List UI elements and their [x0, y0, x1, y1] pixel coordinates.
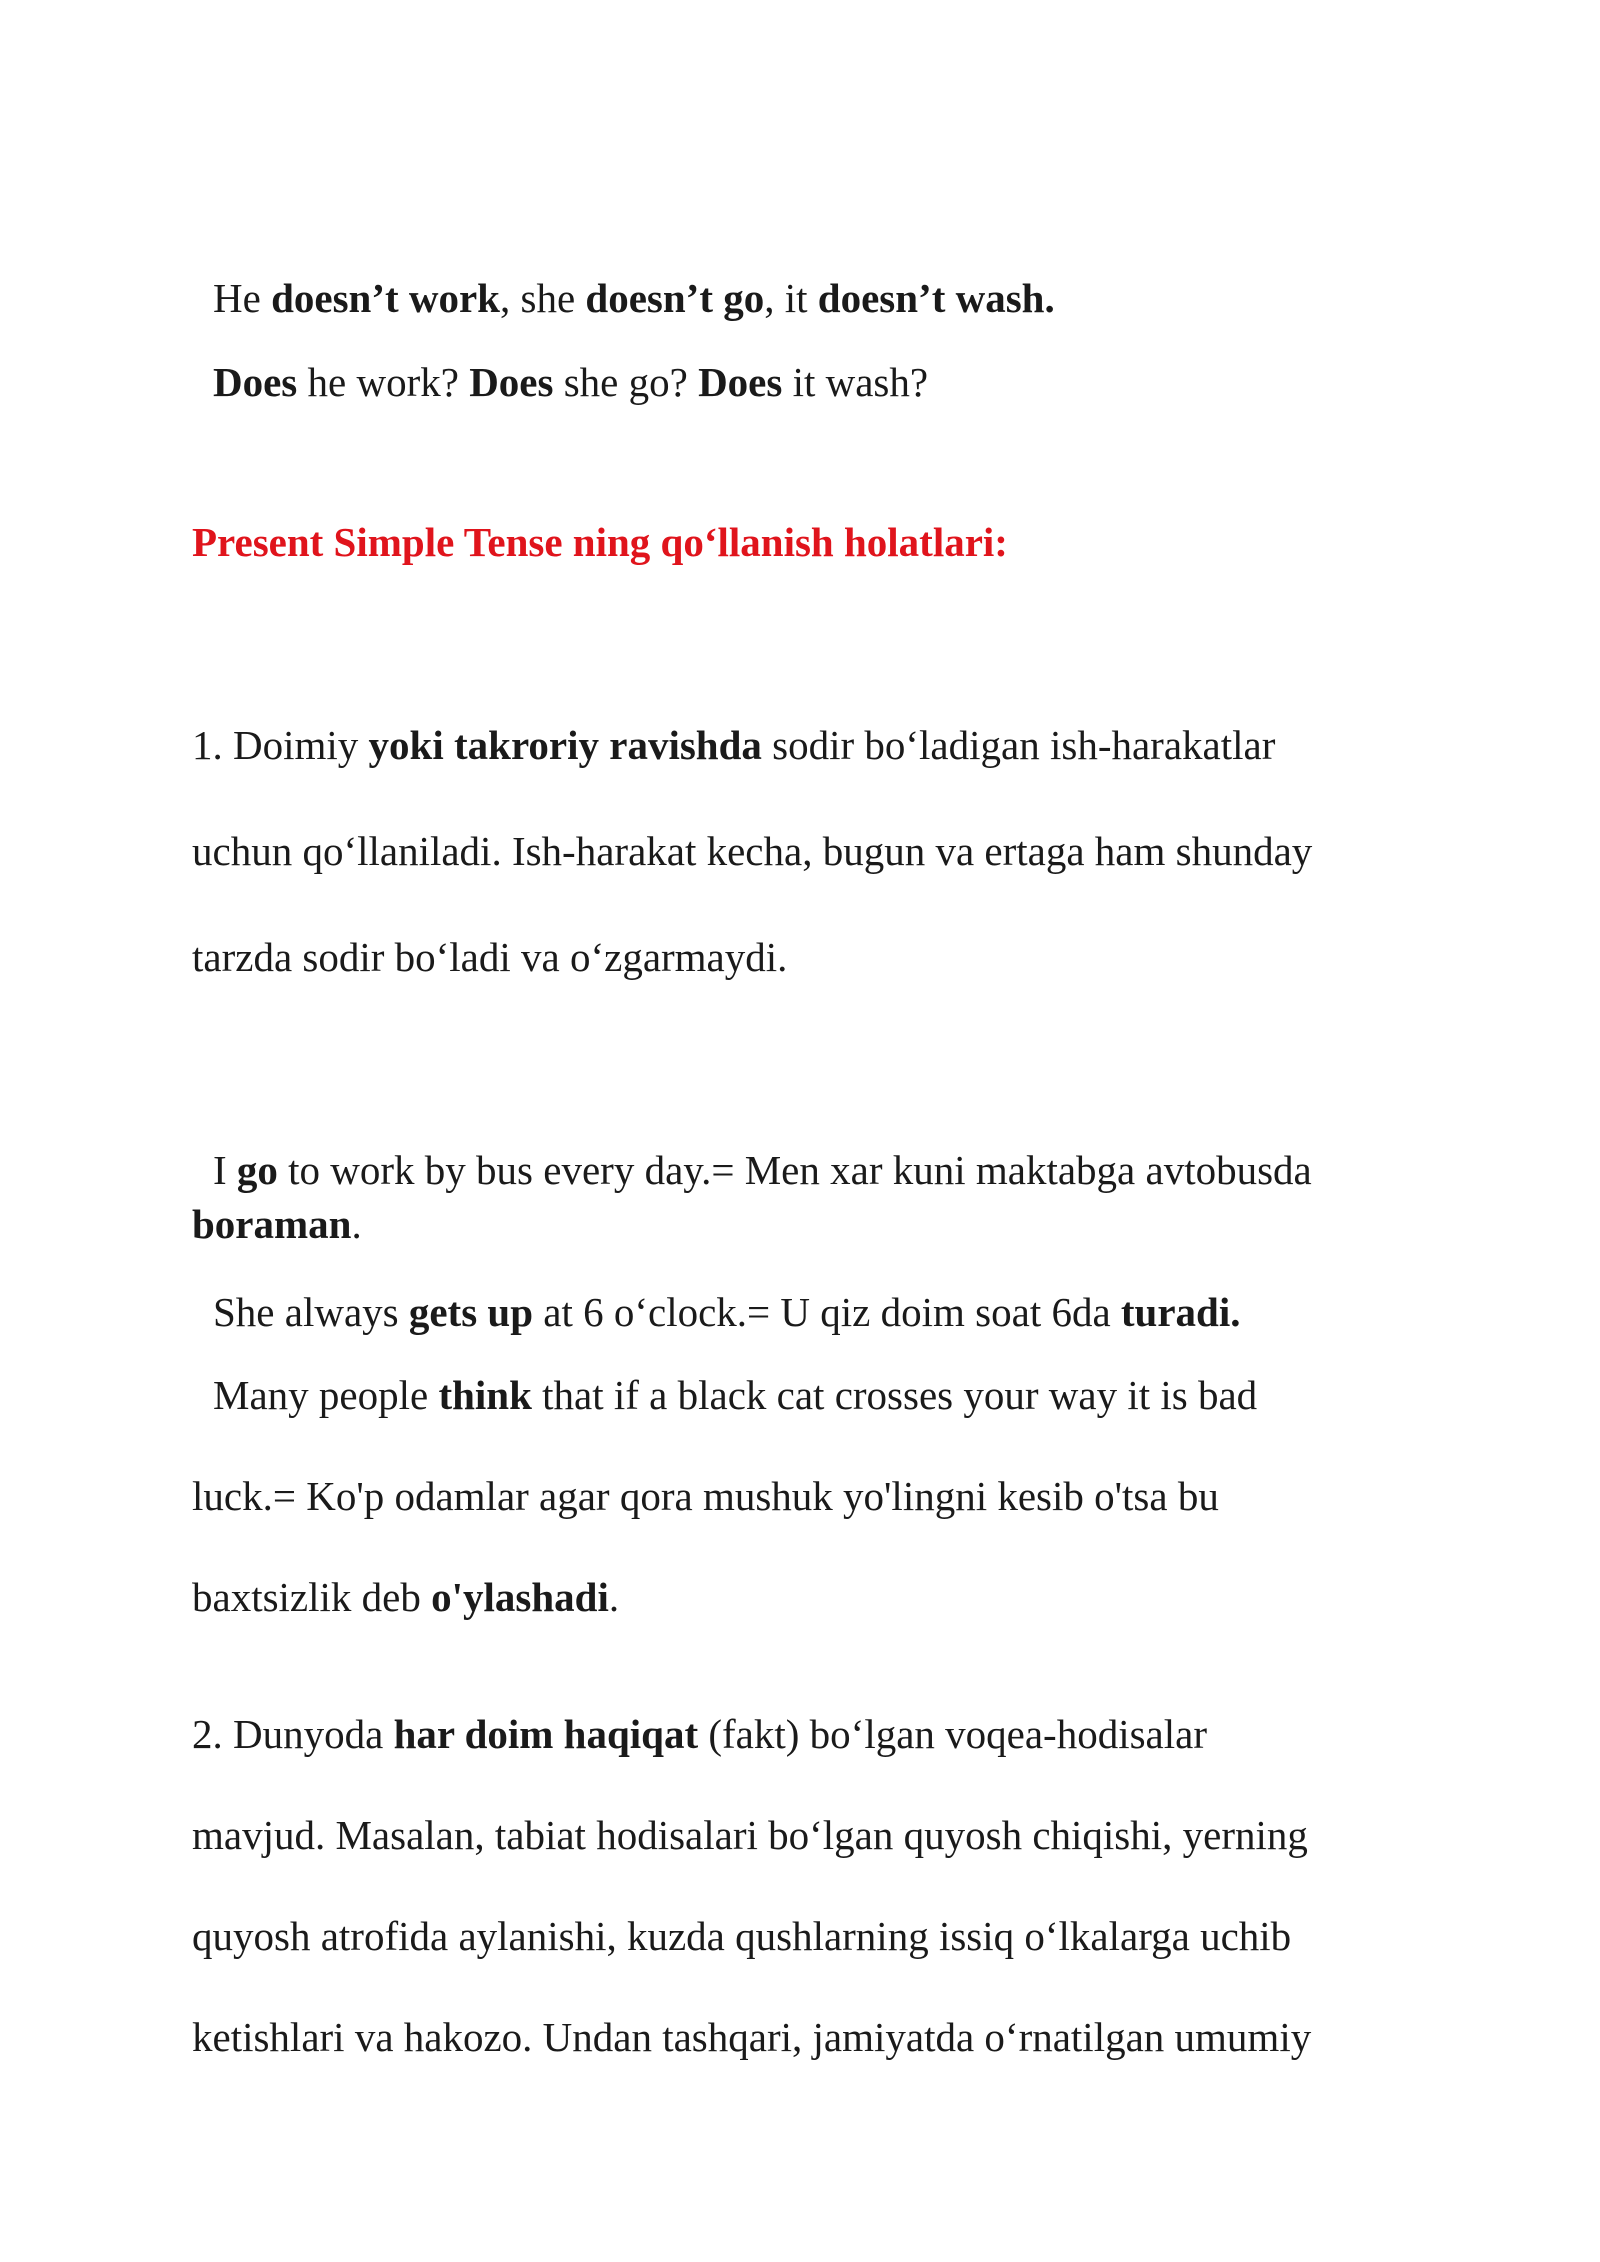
example-2: [213, 1289, 1241, 1335]
text: I: [213, 1147, 237, 1193]
example-3-line-1: [213, 1372, 1258, 1418]
paragraph-2-line-3: quyosh atrofida aylanishi, kuzda qushlarning issiq o‘lkalarga uchib: [192, 1913, 1292, 1959]
text: , she: [500, 275, 586, 321]
text: He: [213, 275, 272, 321]
text: 2. Dunyoda: [192, 1711, 394, 1757]
bold-text: boraman: [192, 1201, 352, 1247]
text: .: [351, 1201, 362, 1247]
bold-text: doesn’t wash.: [817, 275, 1055, 321]
text: 1. Doimiy: [192, 722, 369, 768]
example-1-line-2: [192, 1201, 362, 1247]
bold-text: Does: [213, 359, 298, 405]
text: sodir bo‘ladigan ish-harakatlar: [761, 722, 1276, 768]
paragraph-2-line-1: [192, 1711, 1208, 1757]
bold-text: yoki takroriy ravishda: [368, 722, 762, 768]
bold-text: turadi.: [1120, 1289, 1241, 1335]
bold-text: har doim haqiqat: [393, 1711, 699, 1757]
bold-text: doesn’t work: [271, 275, 500, 321]
text: it wash?: [782, 359, 929, 405]
text: she go?: [553, 359, 699, 405]
text: Many people: [213, 1372, 439, 1418]
bold-text: go: [236, 1147, 278, 1193]
line-question-examples: [213, 359, 929, 405]
paragraph-1-line-2: uchun qo‘llaniladi. Ish-harakat kecha, bugun va ertaga ham shunday: [192, 828, 1313, 874]
text: that if a black cat crosses your way it is bad: [531, 1372, 1258, 1418]
text: to work by bus every day.= Men xar kuni maktabga avtobusda: [277, 1147, 1312, 1193]
bold-text: Does: [698, 359, 783, 405]
section-heading: Present Simple Tense ning qo‘llanish holatlari:: [192, 519, 1008, 565]
bold-text: Does: [469, 359, 554, 405]
text: .: [608, 1574, 620, 1620]
example-3-line-3: [192, 1574, 620, 1620]
paragraph-2-line-4: ketishlari va hakozo. Undan tashqari, jamiyatda o‘rnatilgan umumiy: [192, 2014, 1312, 2060]
text: She always: [213, 1289, 409, 1335]
text: baxtsizlik deb: [192, 1574, 432, 1620]
bold-text: o'ylashadi: [431, 1574, 609, 1620]
text: he work?: [297, 359, 470, 405]
paragraph-1-line-3: tarzda sodir bo‘ladi va o‘zgarmaydi.: [192, 934, 788, 980]
example-1-line-1: [213, 1147, 1312, 1193]
bold-text: gets up: [408, 1289, 534, 1335]
paragraph-1-line-1: [192, 722, 1276, 768]
example-3-line-2: luck.= Ko'p odamlar agar qora mushuk yo'lingni kesib o'tsa bu: [192, 1473, 1219, 1519]
text: at 6 o‘clock.= U qiz doim soat 6da: [533, 1289, 1121, 1335]
bold-text: doesn’t go: [585, 275, 765, 321]
text: (fakt) bo‘lgan voqea-hodisalar: [698, 1711, 1208, 1757]
paragraph-2-line-2: mavjud. Masalan, tabiat hodisalari bo‘lgan quyosh chiqishi, yerning: [192, 1812, 1308, 1858]
text: , it: [764, 275, 818, 321]
line-negative-examples: [213, 275, 1055, 321]
bold-text: think: [438, 1372, 532, 1418]
